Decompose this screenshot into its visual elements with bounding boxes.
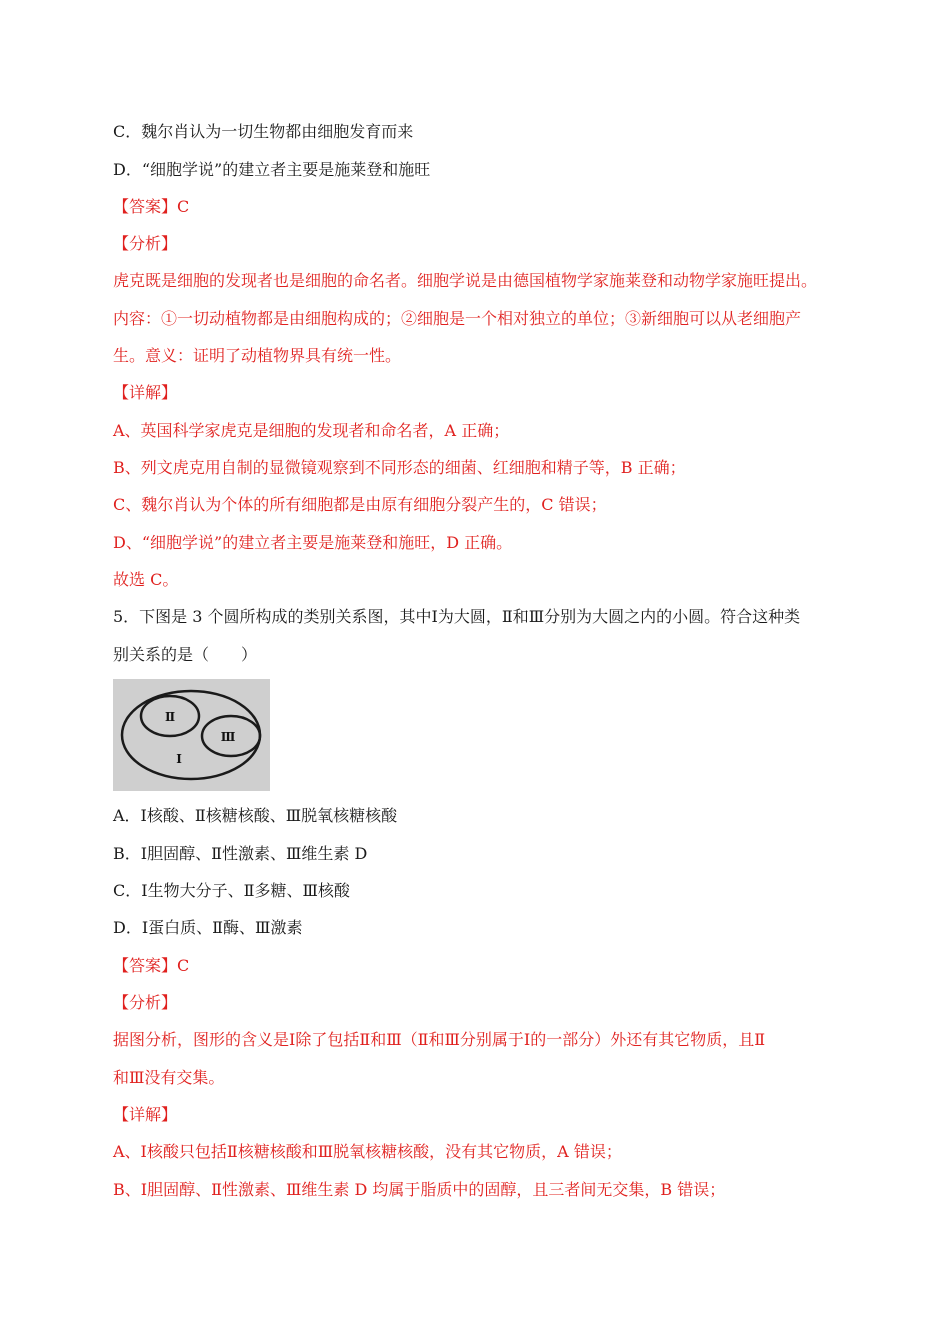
q5-answer: 【答案】C: [113, 956, 190, 975]
q5-option-a: A．Ⅰ核酸、Ⅱ核糖核酸、Ⅲ脱氧核糖核酸: [113, 806, 398, 825]
q5-analysis-line: 和Ⅲ没有交集。: [113, 1068, 225, 1087]
figure-background: [113, 679, 270, 791]
q5-detail-heading: 【详解】: [113, 1105, 178, 1124]
q4-detail-line: A、英国科学家虎克是细胞的发现者和命名者，A 正确；: [113, 421, 510, 440]
q4-detail-line: C、魏尔肖认为个体的所有细胞都是由原有细胞分裂产生的，C 错误；: [113, 495, 607, 514]
q4-analysis-line: 生。意义：证明了动植物界具有统一性。: [113, 346, 402, 365]
venn-diagram-figure: [113, 679, 270, 791]
q5-detail-line: B、Ⅰ胆固醇、Ⅱ性激素、Ⅲ维生素 D 均属于脂质中的固醇，且三者间无交集，B 错误；: [113, 1180, 726, 1199]
q4-conclusion: 故选 C。: [113, 570, 179, 589]
q5-option-d: D．Ⅰ蛋白质、Ⅱ酶、Ⅲ激素: [113, 918, 303, 937]
label-small-right: Ⅲ: [220, 730, 236, 744]
q4-detail-heading: 【详解】: [113, 383, 178, 402]
q4-option-c: C．魏尔肖认为一切生物都由细胞发育而来: [113, 122, 414, 141]
q4-detail-line: D、“细胞学说”的建立者主要是施莱登和施旺，D 正确。: [113, 533, 513, 552]
q4-option-d: D．“细胞学说”的建立者主要是施莱登和施旺: [113, 160, 431, 179]
q4-analysis-line: 虎克既是细胞的发现者也是细胞的命名者。细胞学说是由德国植物学家施莱登和动物学家施旺提出。: [113, 271, 818, 290]
q4-detail-line: B、列文虎克用自制的显微镜观察到不同形态的细菌、红细胞和精子等，B 正确；: [113, 458, 686, 477]
q5-option-b: B．Ⅰ胆固醇、Ⅱ性激素、Ⅲ维生素 D: [113, 844, 368, 863]
q4-analysis-heading: 【分析】: [113, 234, 178, 253]
q5-stem-line: 别关系的是（ ）: [113, 645, 258, 664]
q5-detail-line: A、Ⅰ核酸只包括Ⅱ核糖核酸和Ⅲ脱氧核糖核酸，没有其它物质，A 错误；: [113, 1142, 622, 1161]
label-big: Ⅰ: [176, 752, 182, 766]
q4-answer: 【答案】C: [113, 197, 190, 216]
q4-analysis-line: 内容：①一切动植物都是由细胞构成的；②细胞是一个相对独立的单位；③新细胞可以从老细胞产: [113, 309, 802, 328]
q5-analysis-line: 据图分析，图形的含义是Ⅰ除了包括Ⅱ和Ⅲ（Ⅱ和Ⅲ分别属于Ⅰ的一部分）外还有其它物质，且Ⅱ: [113, 1030, 766, 1049]
q5-stem-line: 5．下图是 3 个圆所构成的类别关系图，其中Ⅰ为大圆，Ⅱ和Ⅲ分别为大圆之内的小圆。符合这种类: [113, 607, 801, 626]
q5-option-c: C．Ⅰ生物大分子、Ⅱ多糖、Ⅲ核酸: [113, 881, 350, 900]
label-small-left: Ⅱ: [164, 710, 176, 724]
q5-analysis-heading: 【分析】: [113, 993, 178, 1012]
